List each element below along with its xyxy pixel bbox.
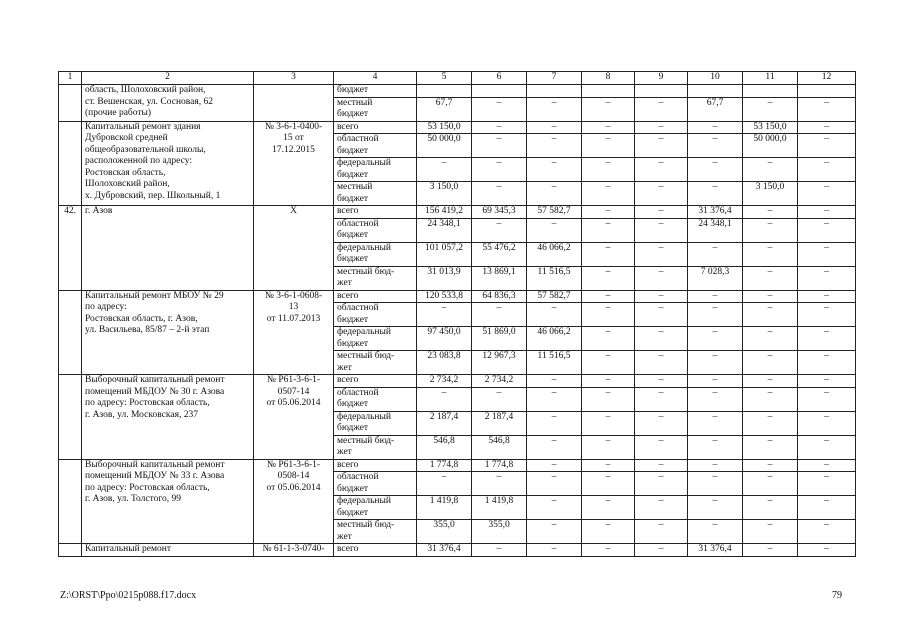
amount-cell: – [527,544,582,557]
amount-cell: 31 376,4 [688,544,743,557]
column-header: 2 [82,72,254,85]
amount-cell: – [582,158,635,182]
amount-cell: – [743,218,798,242]
amount-cell: – [688,242,743,266]
amount-cell: – [582,520,635,544]
column-header: 5 [417,72,472,85]
amount-cell: – [417,387,472,411]
amount-cell: 2 187,4 [417,411,472,435]
amount-cell: – [798,375,856,388]
amount-cell: – [635,121,688,134]
amount-cell: – [688,459,743,472]
amount-cell: – [798,435,856,459]
amount-cell: – [798,520,856,544]
amount-cell [635,85,688,98]
row-number [59,121,82,206]
amount-cell: – [582,375,635,388]
project-description: Капитальный ремонт МБОУ № 29 по адресу: Ростовская область, г. Азов, ул. Васильева, 85/87 – 2-й этап [82,290,254,375]
amount-cell: – [688,520,743,544]
amount-cell: – [688,472,743,496]
amount-cell: – [472,472,527,496]
amount-cell: 53 150,0 [417,121,472,134]
row-number [59,85,82,122]
amount-cell: – [527,97,582,121]
amount-cell: – [635,303,688,327]
funding-source: федеральный бюджет [334,158,417,182]
amount-cell: – [527,459,582,472]
column-header: 1 [59,72,82,85]
amount-cell: – [743,520,798,544]
amount-cell: 1 774,8 [472,459,527,472]
document-reference: № Р61-3-6-1- 0507-14 от 05.06.2014 [254,375,334,460]
funding-source: местный бюджет [334,182,417,206]
amount-cell: – [582,134,635,158]
amount-cell: – [472,387,527,411]
amount-cell: – [527,520,582,544]
amount-cell: – [798,387,856,411]
header-row [59,72,856,85]
amount-cell: 355,0 [472,520,527,544]
amount-cell: – [798,121,856,134]
amount-cell: 69 345,3 [472,206,527,219]
amount-cell: 46 066,2 [527,242,582,266]
amount-cell: – [527,472,582,496]
funding-source: федеральный бюджет [334,327,417,351]
amount-cell: – [582,97,635,121]
amount-cell: – [743,544,798,557]
amount-cell: – [582,218,635,242]
amount-cell: – [688,303,743,327]
table-row [59,459,856,472]
amount-cell: 2 734,2 [472,375,527,388]
amount-cell: – [635,459,688,472]
amount-cell: – [743,459,798,472]
funding-source: областной бюджет [334,387,417,411]
amount-cell: – [582,411,635,435]
funding-source: федеральный бюджет [334,242,417,266]
column-header: 6 [472,72,527,85]
amount-cell: – [798,290,856,303]
amount-cell: – [743,351,798,375]
amount-cell [798,85,856,98]
amount-cell: – [688,134,743,158]
amount-cell: – [582,182,635,206]
amount-cell: – [688,290,743,303]
amount-cell: – [417,303,472,327]
amount-cell: 50 000,0 [417,134,472,158]
amount-cell: 31 376,4 [417,544,472,557]
amount-cell: – [743,97,798,121]
amount-cell: – [688,496,743,520]
amount-cell: – [527,218,582,242]
amount-cell: – [635,520,688,544]
amount-cell: – [635,327,688,351]
amount-cell: – [743,303,798,327]
funding-source: всего [334,206,417,219]
amount-cell [472,85,527,98]
amount-cell: – [635,544,688,557]
funding-source: бюджет [334,85,417,98]
column-header: 8 [582,72,635,85]
amount-cell: 12 967,3 [472,351,527,375]
amount-cell: – [743,158,798,182]
amount-cell: – [743,266,798,290]
amount-cell: – [798,182,856,206]
document-reference: № 61-1-3-0740- [254,544,334,557]
amount-cell: – [743,327,798,351]
amount-cell: 355,0 [417,520,472,544]
amount-cell: 31 013,9 [417,266,472,290]
amount-cell: 57 582,7 [527,290,582,303]
table-row [59,375,856,388]
amount-cell: – [582,435,635,459]
amount-cell: – [743,206,798,219]
table-row [59,85,856,98]
funding-source: всего [334,375,417,388]
row-number [59,544,82,557]
amount-cell: – [582,496,635,520]
amount-cell: 55 476,2 [472,242,527,266]
column-header: 12 [798,72,856,85]
table-row [59,121,856,134]
amount-cell: – [527,158,582,182]
amount-cell: – [798,97,856,121]
funding-source: областной бюджет [334,134,417,158]
amount-cell: – [527,411,582,435]
column-header: 11 [743,72,798,85]
amount-cell: – [472,97,527,121]
amount-cell: – [417,158,472,182]
amount-cell: 13 869,1 [472,266,527,290]
document-reference: Х [254,206,334,291]
amount-cell: 101 057,2 [417,242,472,266]
amount-cell: – [688,435,743,459]
document-reference: № 3-6-1-0400- 15 от 17.12.2015 [254,121,334,206]
funding-source: местный бюд- жет [334,520,417,544]
budget-table [58,71,856,557]
amount-cell: – [798,472,856,496]
document-reference [254,85,334,122]
funding-source: областной бюджет [334,218,417,242]
funding-source: областной бюджет [334,472,417,496]
amount-cell: – [635,206,688,219]
amount-cell: 2 734,2 [417,375,472,388]
amount-cell: 50 000,0 [743,134,798,158]
amount-cell: – [635,266,688,290]
amount-cell: – [688,121,743,134]
amount-cell: – [688,327,743,351]
amount-cell: – [798,134,856,158]
amount-cell [743,85,798,98]
project-description: область, Шолоховский район, ст. Вешенская, ул. Сосновая, 62 (прочие работы) [82,85,254,122]
funding-source: всего [334,290,417,303]
funding-source: местный бюд- жет [334,435,417,459]
amount-cell: 1 419,8 [472,496,527,520]
funding-source: федеральный бюджет [334,411,417,435]
amount-cell: – [635,375,688,388]
amount-cell: – [798,218,856,242]
amount-cell: – [472,121,527,134]
footer-file-path: Z:\ORST\Ppo\0215p088.f17.docx [60,590,197,601]
funding-source: федеральный бюджет [334,496,417,520]
amount-cell: – [527,182,582,206]
page-number: 79 [832,590,842,601]
amount-cell: 156 419,2 [417,206,472,219]
amount-cell: – [635,290,688,303]
amount-cell: 2 187,4 [472,411,527,435]
amount-cell: – [582,121,635,134]
amount-cell: – [582,242,635,266]
table-row [59,290,856,303]
amount-cell: – [798,242,856,266]
funding-source: всего [334,459,417,472]
amount-cell: – [798,303,856,327]
amount-cell: – [635,242,688,266]
amount-cell: – [798,158,856,182]
amount-cell: – [582,459,635,472]
amount-cell: – [743,472,798,496]
amount-cell: – [582,387,635,411]
amount-cell [582,85,635,98]
amount-cell: 1 419,8 [417,496,472,520]
amount-cell: 97 450,0 [417,327,472,351]
amount-cell: 11 516,5 [527,266,582,290]
funding-source: местный бюджет [334,97,417,121]
amount-cell: 11 516,5 [527,351,582,375]
amount-cell: – [743,242,798,266]
row-number [59,290,82,375]
amount-cell: – [635,411,688,435]
project-description: Капитальный ремонт здания Дубровской средней общеобразовательной школы, расположенной по адресу: Ростовская область, Шолоховский район, х. Дубровский, пер. Школьный, 1 [82,121,254,206]
amount-cell: 3 150,0 [743,182,798,206]
amount-cell: 546,8 [472,435,527,459]
project-description: г. Азов [82,206,254,291]
project-description: Выборочный капитальный ремонт помещений МБДОУ № 33 г. Азова по адресу: Ростовская область, г. Азов, ул. Толстого, 99 [82,459,254,544]
amount-cell: – [527,375,582,388]
project-description: Капитальный ремонт [82,544,254,557]
amount-cell: – [688,158,743,182]
amount-cell: – [743,435,798,459]
row-number [59,459,82,544]
amount-cell: – [798,459,856,472]
amount-cell: – [527,303,582,327]
amount-cell: – [743,496,798,520]
amount-cell: – [798,544,856,557]
amount-cell: – [798,411,856,435]
row-number: 42. [59,206,82,291]
amount-cell: – [635,435,688,459]
row-number [59,375,82,460]
document-reference: № Р61-3-6-1- 0508-14 от 05.06.2014 [254,459,334,544]
amount-cell: 31 376,4 [688,206,743,219]
amount-cell: – [472,544,527,557]
amount-cell: – [688,351,743,375]
amount-cell: 24 348,1 [417,218,472,242]
amount-cell: 23 083,8 [417,351,472,375]
amount-cell: – [635,472,688,496]
amount-cell: 51 869,0 [472,327,527,351]
amount-cell: – [798,351,856,375]
column-header: 4 [334,72,417,85]
amount-cell: – [798,327,856,351]
document-reference: № 3-6-1-0608- 13 от 11.07.2013 [254,290,334,375]
amount-cell: – [798,266,856,290]
amount-cell: 3 150,0 [417,182,472,206]
amount-cell: – [582,290,635,303]
column-header: 3 [254,72,334,85]
amount-cell: – [527,134,582,158]
amount-cell: – [582,327,635,351]
funding-source: областной бюджет [334,303,417,327]
amount-cell: – [743,411,798,435]
project-description: Выборочный капитальный ремонт помещений МБДОУ № 30 г. Азова по адресу: Ростовская область, г. Азов, ул. Московская, 237 [82,375,254,460]
funding-source: местный бюд- жет [334,266,417,290]
amount-cell: – [635,158,688,182]
amount-cell: 67,7 [688,97,743,121]
table-row [59,206,856,219]
amount-cell: 7 028,3 [688,266,743,290]
amount-cell: – [582,266,635,290]
amount-cell: 57 582,7 [527,206,582,219]
amount-cell: – [582,351,635,375]
amount-cell: 1 774,8 [417,459,472,472]
amount-cell: – [688,375,743,388]
amount-cell: – [472,158,527,182]
amount-cell: – [527,496,582,520]
amount-cell: – [688,387,743,411]
amount-cell: 53 150,0 [743,121,798,134]
amount-cell: – [688,411,743,435]
amount-cell: – [472,134,527,158]
amount-cell: – [635,134,688,158]
amount-cell: – [582,472,635,496]
amount-cell: – [743,375,798,388]
amount-cell [527,85,582,98]
column-header: 7 [527,72,582,85]
amount-cell: – [472,218,527,242]
funding-source: местный бюд- жет [334,351,417,375]
amount-cell [688,85,743,98]
amount-cell: – [743,387,798,411]
amount-cell: 64 836,3 [472,290,527,303]
table-row [59,544,856,557]
amount-cell: – [582,544,635,557]
amount-cell: – [417,472,472,496]
amount-cell [417,85,472,98]
amount-cell: – [798,206,856,219]
amount-cell: – [582,303,635,327]
funding-source: всего [334,544,417,557]
amount-cell: – [527,435,582,459]
amount-cell: – [635,387,688,411]
amount-cell: – [635,496,688,520]
amount-cell: – [635,218,688,242]
amount-cell: – [743,290,798,303]
amount-cell: – [635,351,688,375]
amount-cell: 24 348,1 [688,218,743,242]
amount-cell: 46 066,2 [527,327,582,351]
column-header: 10 [688,72,743,85]
amount-cell: – [688,182,743,206]
amount-cell: – [635,97,688,121]
amount-cell: – [527,387,582,411]
column-header: 9 [635,72,688,85]
amount-cell: – [472,182,527,206]
amount-cell: – [582,206,635,219]
amount-cell: 67,7 [417,97,472,121]
funding-source: всего [334,121,417,134]
amount-cell: – [635,182,688,206]
amount-cell: – [527,121,582,134]
amount-cell: 546,8 [417,435,472,459]
amount-cell: – [798,496,856,520]
amount-cell: 120 533,8 [417,290,472,303]
amount-cell: – [472,303,527,327]
